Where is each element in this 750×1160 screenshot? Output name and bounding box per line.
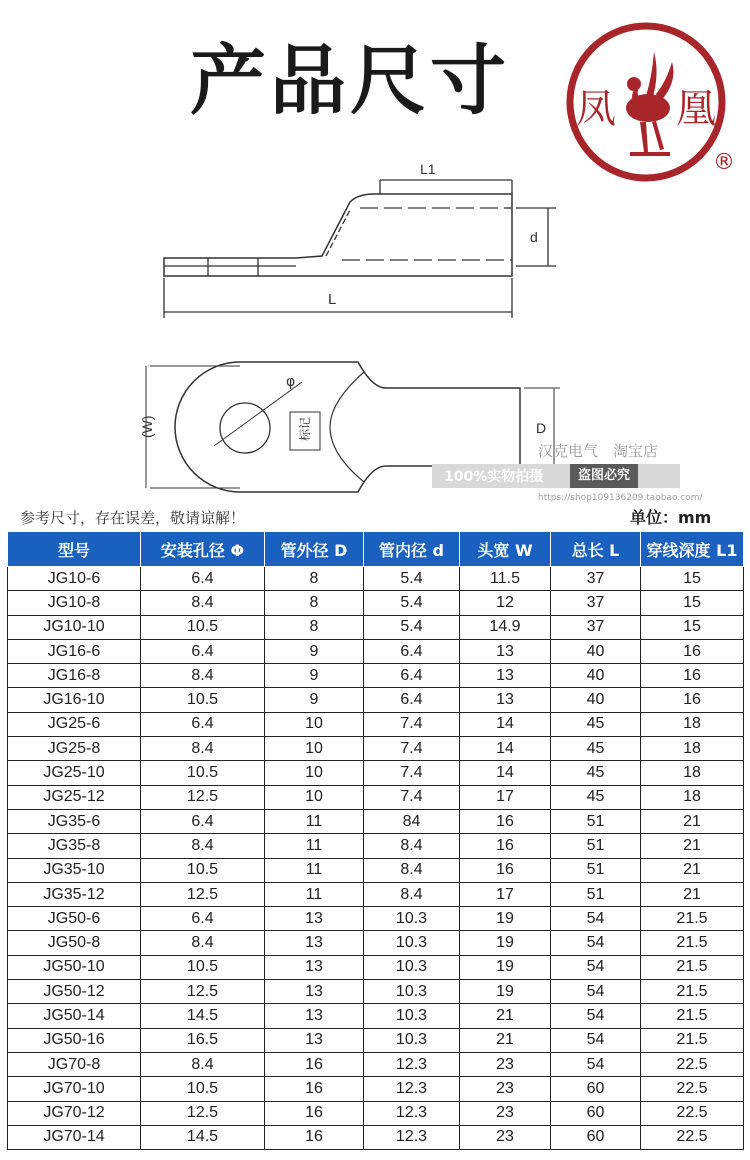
table-cell: 37: [551, 591, 641, 615]
table-cell: 5.4: [364, 615, 460, 639]
table-cell: 6.4: [141, 907, 265, 931]
table-cell: 51: [551, 882, 641, 906]
table-cell: 16.5: [141, 1028, 265, 1052]
table-cell: 10.5: [141, 615, 265, 639]
table-cell: 21: [460, 1004, 551, 1028]
table-cell: 10.3: [364, 931, 460, 955]
table-cell: 10.5: [141, 1077, 265, 1101]
spec-table: [7, 531, 744, 1150]
table-cell: 8.4: [364, 858, 460, 882]
table-row: [8, 664, 744, 688]
table-row: [8, 1052, 744, 1076]
table-cell: 16: [641, 688, 744, 712]
page-title: 产品尺寸: [190, 36, 510, 125]
table-cell: 13: [265, 931, 364, 955]
table-cell: JG70-14: [8, 1125, 141, 1149]
table-row: [8, 785, 744, 809]
table-cell: JG50-8: [8, 931, 141, 955]
table-cell: 54: [551, 907, 641, 931]
side-view: [164, 180, 556, 318]
table-cell: 15: [641, 567, 744, 591]
table-cell: 16: [641, 664, 744, 688]
table-cell: JG70-10: [8, 1077, 141, 1101]
table-cell: JG50-6: [8, 907, 141, 931]
table-cell: 10.5: [141, 761, 265, 785]
table-cell: 8.4: [141, 834, 265, 858]
table-cell: 22.5: [641, 1125, 744, 1149]
table-cell: 21.5: [641, 980, 744, 1004]
table-cell: 37: [551, 615, 641, 639]
table-row: [8, 858, 744, 882]
logo-left-char: 凤: [576, 86, 616, 132]
table-cell: 6.4: [364, 688, 460, 712]
table-cell: 8: [265, 615, 364, 639]
table-cell: 10: [265, 737, 364, 761]
table-cell: 12.5: [141, 882, 265, 906]
table-cell: 8: [265, 591, 364, 615]
table-cell: JG16-8: [8, 664, 141, 688]
column-header: 安装孔径 Φ: [141, 532, 265, 567]
table-cell: JG50-12: [8, 980, 141, 1004]
table-cell: 18: [641, 785, 744, 809]
table-row: [8, 1125, 744, 1149]
table-cell: JG35-6: [8, 809, 141, 833]
table-cell: 15: [641, 615, 744, 639]
column-header: 穿线深度 L1: [641, 532, 744, 567]
table-cell: 16: [265, 1125, 364, 1149]
table-cell: 10.5: [141, 955, 265, 979]
table-cell: 51: [551, 809, 641, 833]
table-cell: 17: [460, 882, 551, 906]
table-cell: 12.3: [364, 1125, 460, 1149]
table-cell: 45: [551, 761, 641, 785]
reference-note: 参考尺寸，存在误差，敬请谅解！: [20, 509, 246, 527]
table-row: [8, 688, 744, 712]
table-cell: 10.3: [364, 1004, 460, 1028]
table-cell: JG10-6: [8, 567, 141, 591]
table-cell: 12.3: [364, 1077, 460, 1101]
watermark-shop-name: 汉克电气 淘宝店: [538, 442, 659, 460]
table-cell: 60: [551, 1101, 641, 1125]
unit-label: 单位：mm: [630, 508, 712, 527]
label-phi: φ: [286, 374, 296, 390]
table-cell: 60: [551, 1077, 641, 1101]
table-cell: 14.9: [460, 615, 551, 639]
table-cell: JG25-12: [8, 785, 141, 809]
table-cell: 18: [641, 761, 744, 785]
table-cell: 15: [641, 591, 744, 615]
table-cell: 11: [265, 858, 364, 882]
table-cell: JG50-10: [8, 955, 141, 979]
table-cell: 12.5: [141, 785, 265, 809]
table-cell: 14.5: [141, 1004, 265, 1028]
table-cell: 14: [460, 737, 551, 761]
table-cell: 12.5: [141, 1101, 265, 1125]
table-row: [8, 955, 744, 979]
table-cell: 21.5: [641, 931, 744, 955]
table-cell: 54: [551, 1052, 641, 1076]
watermark-url: https://shop109136209.taobao.com/: [538, 493, 703, 503]
table-row: [8, 712, 744, 736]
table-cell: JG35-8: [8, 834, 141, 858]
table-cell: 13: [265, 1028, 364, 1052]
table-row: [8, 591, 744, 615]
table-cell: 7.4: [364, 737, 460, 761]
table-cell: 7.4: [364, 785, 460, 809]
table-cell: 54: [551, 931, 641, 955]
table-cell: 7.4: [364, 761, 460, 785]
table-cell: JG25-8: [8, 737, 141, 761]
table-cell: 10.3: [364, 907, 460, 931]
table-cell: 22.5: [641, 1101, 744, 1125]
table-cell: 19: [460, 931, 551, 955]
table-cell: 16: [641, 639, 744, 663]
table-cell: 8.4: [141, 591, 265, 615]
table-cell: 10.5: [141, 688, 265, 712]
table-cell: 23: [460, 1125, 551, 1149]
label-l1: L1: [420, 161, 436, 177]
registered-mark: ®: [713, 150, 735, 175]
column-header: 头宽 W: [460, 532, 551, 567]
table-row: [8, 1004, 744, 1028]
table-cell: 16: [265, 1101, 364, 1125]
table-cell: 16: [265, 1052, 364, 1076]
table-cell: 21.5: [641, 1028, 744, 1052]
table-cell: JG25-6: [8, 712, 141, 736]
table-cell: 10: [265, 712, 364, 736]
label-mark: 标记: [298, 416, 312, 441]
table-cell: 16: [460, 809, 551, 833]
label-d-outer: D: [536, 420, 547, 436]
table-cell: 21.5: [641, 907, 744, 931]
table-cell: 12: [460, 591, 551, 615]
table-cell: 16: [460, 858, 551, 882]
table-row: [8, 980, 744, 1004]
table-cell: 6.4: [141, 809, 265, 833]
table-cell: 10: [265, 761, 364, 785]
table-row: [8, 639, 744, 663]
table-cell: JG70-8: [8, 1052, 141, 1076]
table-cell: 16: [460, 834, 551, 858]
table-cell: JG10-10: [8, 615, 141, 639]
table-cell: 10.3: [364, 980, 460, 1004]
table-cell: 13: [265, 955, 364, 979]
table-row: [8, 834, 744, 858]
table-cell: 22.5: [641, 1052, 744, 1076]
table-cell: 12.5: [141, 980, 265, 1004]
table-cell: 19: [460, 955, 551, 979]
logo-right-char: 凰: [676, 86, 716, 132]
table-cell: 8.4: [141, 1052, 265, 1076]
watermark-bar: [432, 464, 680, 488]
table-cell: 21: [460, 1028, 551, 1052]
table-row: [8, 931, 744, 955]
watermark-photo-text: 100%实物拍摄: [444, 469, 544, 485]
column-header: 管外径 D: [265, 532, 364, 567]
table-cell: 8.4: [364, 882, 460, 906]
table-cell: 11: [265, 809, 364, 833]
table-cell: 21.5: [641, 955, 744, 979]
table-cell: 18: [641, 737, 744, 761]
table-cell: 11.5: [460, 567, 551, 591]
table-cell: 19: [460, 980, 551, 1004]
table-cell: JG35-12: [8, 882, 141, 906]
table-cell: 6.4: [364, 639, 460, 663]
table-cell: 22.5: [641, 1077, 744, 1101]
table-cell: 17: [460, 785, 551, 809]
table-cell: 8.4: [364, 834, 460, 858]
table-cell: 14: [460, 712, 551, 736]
table-row: [8, 809, 744, 833]
table-cell: 40: [551, 688, 641, 712]
table-cell: 45: [551, 712, 641, 736]
table-cell: 9: [265, 639, 364, 663]
table-cell: 23: [460, 1077, 551, 1101]
table-cell: JG10-8: [8, 591, 141, 615]
table-cell: 54: [551, 1028, 641, 1052]
table-cell: 6.4: [141, 567, 265, 591]
table-cell: JG70-12: [8, 1101, 141, 1125]
table-row: [8, 761, 744, 785]
table-cell: 5.4: [364, 567, 460, 591]
table-cell: 40: [551, 639, 641, 663]
table-cell: 18: [641, 712, 744, 736]
table-cell: 54: [551, 955, 641, 979]
table-cell: 14: [460, 761, 551, 785]
table-cell: 8.4: [141, 737, 265, 761]
table-header-row: [8, 532, 744, 567]
table-cell: 8.4: [141, 664, 265, 688]
table-row: [8, 1028, 744, 1052]
table-cell: 13: [265, 980, 364, 1004]
label-w: (W): [139, 415, 155, 438]
table-cell: 13: [460, 664, 551, 688]
table-cell: 10.5: [141, 858, 265, 882]
column-header: 型号: [8, 532, 141, 567]
table-cell: 51: [551, 858, 641, 882]
table-cell: 21: [641, 882, 744, 906]
table-cell: 9: [265, 688, 364, 712]
table-cell: 21: [641, 809, 744, 833]
table-cell: 13: [460, 639, 551, 663]
column-header: 管内径 d: [364, 532, 460, 567]
table-cell: 6.4: [141, 712, 265, 736]
table-row: [8, 737, 744, 761]
table-cell: JG16-6: [8, 639, 141, 663]
table-cell: 11: [265, 834, 364, 858]
table-cell: 8.4: [141, 931, 265, 955]
table-cell: JG50-16: [8, 1028, 141, 1052]
table-cell: 8: [265, 567, 364, 591]
table-cell: 14.5: [141, 1125, 265, 1149]
label-d-inner: d: [530, 229, 538, 245]
table-cell: 37: [551, 567, 641, 591]
table-cell: 13: [460, 688, 551, 712]
table-cell: 21.5: [641, 1004, 744, 1028]
table-row: [8, 882, 744, 906]
table-cell: 21: [641, 858, 744, 882]
table-cell: 13: [265, 1004, 364, 1028]
table-cell: 21: [641, 834, 744, 858]
column-header: 总长 L: [551, 532, 641, 567]
table-cell: 13: [265, 907, 364, 931]
table-body: [8, 567, 744, 1150]
table-cell: 51: [551, 834, 641, 858]
table-cell: 45: [551, 737, 641, 761]
table-cell: 6.4: [364, 664, 460, 688]
table-cell: 12.3: [364, 1101, 460, 1125]
table-cell: 84: [364, 809, 460, 833]
table-cell: 23: [460, 1052, 551, 1076]
table-cell: 10.3: [364, 955, 460, 979]
table-cell: 10.3: [364, 1028, 460, 1052]
table-cell: 54: [551, 980, 641, 1004]
table-row: [8, 1101, 744, 1125]
watermark-no-copy: 盗图必究: [570, 464, 638, 488]
table-cell: 45: [551, 785, 641, 809]
table-row: [8, 1077, 744, 1101]
table-cell: JG25-10: [8, 761, 141, 785]
table-cell: 11: [265, 882, 364, 906]
table-cell: 54: [551, 1004, 641, 1028]
table-cell: JG16-10: [8, 688, 141, 712]
table-row: [8, 567, 744, 591]
table-cell: 12.3: [364, 1052, 460, 1076]
table-row: [8, 615, 744, 639]
table-cell: 60: [551, 1125, 641, 1149]
table-cell: 16: [265, 1077, 364, 1101]
table-cell: 5.4: [364, 591, 460, 615]
table-cell: 10: [265, 785, 364, 809]
label-l: L: [328, 291, 337, 308]
table-cell: JG50-14: [8, 1004, 141, 1028]
table-cell: 9: [265, 664, 364, 688]
table-cell: 40: [551, 664, 641, 688]
table-cell: 19: [460, 907, 551, 931]
table-cell: 7.4: [364, 712, 460, 736]
table-cell: JG35-10: [8, 858, 141, 882]
table-cell: 6.4: [141, 639, 265, 663]
table-cell: 23: [460, 1101, 551, 1125]
table-row: [8, 907, 744, 931]
